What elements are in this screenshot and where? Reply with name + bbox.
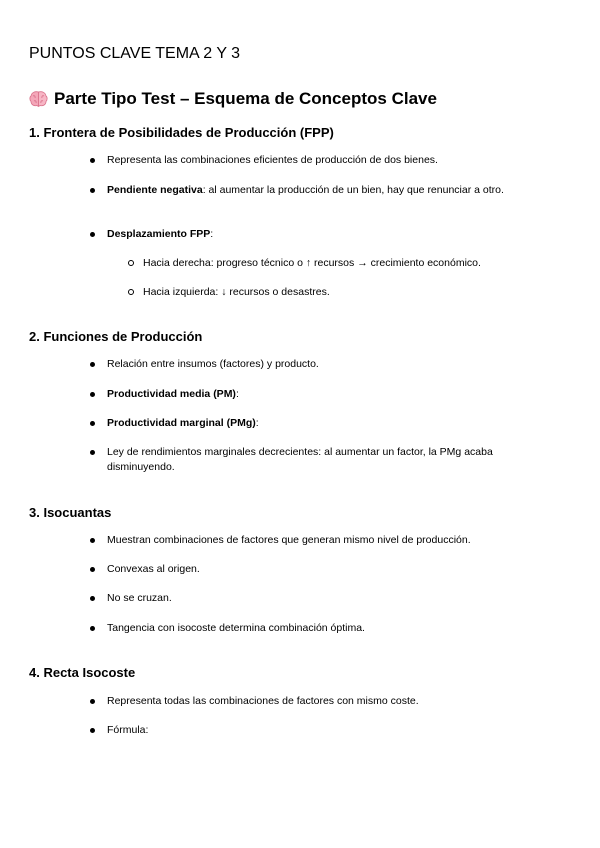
- list-item: Tangencia con isocoste determina combinación óptima.: [107, 621, 517, 636]
- list-item-text: :: [235, 388, 239, 400]
- list-item: Representa todas las combinaciones de factores con mismo coste.: [107, 694, 517, 709]
- sub-list-item: Hacia izquierda: ↓ recursos o desastres.: [143, 285, 543, 300]
- bold-term: Desplazamiento FPP: [107, 228, 211, 240]
- list-item: Relación entre insumos (factores) y producto.: [107, 357, 517, 372]
- list-item-text: :: [255, 417, 259, 429]
- section-heading-funciones: 2. Funciones de Producción: [29, 329, 203, 344]
- list-item-text: :: [210, 228, 214, 240]
- section-heading-fpp: 1. Frontera de Posibilidades de Producción (FPP): [29, 125, 334, 140]
- list-item: [107, 183, 517, 198]
- bold-term: Pendiente negativa: [107, 184, 203, 196]
- bold-term: Productividad marginal (PMg): [107, 417, 256, 429]
- section-heading-isocoste: 4. Recta Isocoste: [29, 665, 136, 680]
- list-item: Ley de rendimientos marginales decrecientes: al aumentar un factor, la PMg acaba disminuyendo.: [107, 445, 517, 475]
- list-item: [107, 416, 517, 431]
- section-heading-isocuantas: 3. Isocuantas: [29, 505, 112, 520]
- list-item: Muestran combinaciones de factores que generan mismo nivel de producción.: [107, 533, 517, 548]
- list-item-text: : al aumentar la producción de un bien, hay que renunciar a otro.: [202, 184, 504, 196]
- list-item: [107, 227, 517, 242]
- main-heading-text: Parte Tipo Test – Esquema de Conceptos Clave: [54, 89, 437, 108]
- bold-term: Productividad media (PM): [107, 388, 236, 400]
- list-item: Representa las combinaciones eficientes de producción de dos bienes.: [107, 153, 517, 168]
- document-title: PUNTOS CLAVE TEMA 2 Y 3: [29, 45, 241, 62]
- sub-list-item: Hacia derecha: progreso técnico o ↑ recursos → crecimiento económico.: [143, 256, 543, 271]
- list-item: Fórmula:: [107, 723, 517, 738]
- list-item: [107, 387, 517, 402]
- main-heading: [29, 88, 437, 110]
- list-item: No se cruzan.: [107, 591, 517, 606]
- brain-icon: [29, 90, 48, 108]
- list-item: Convexas al origen.: [107, 562, 517, 577]
